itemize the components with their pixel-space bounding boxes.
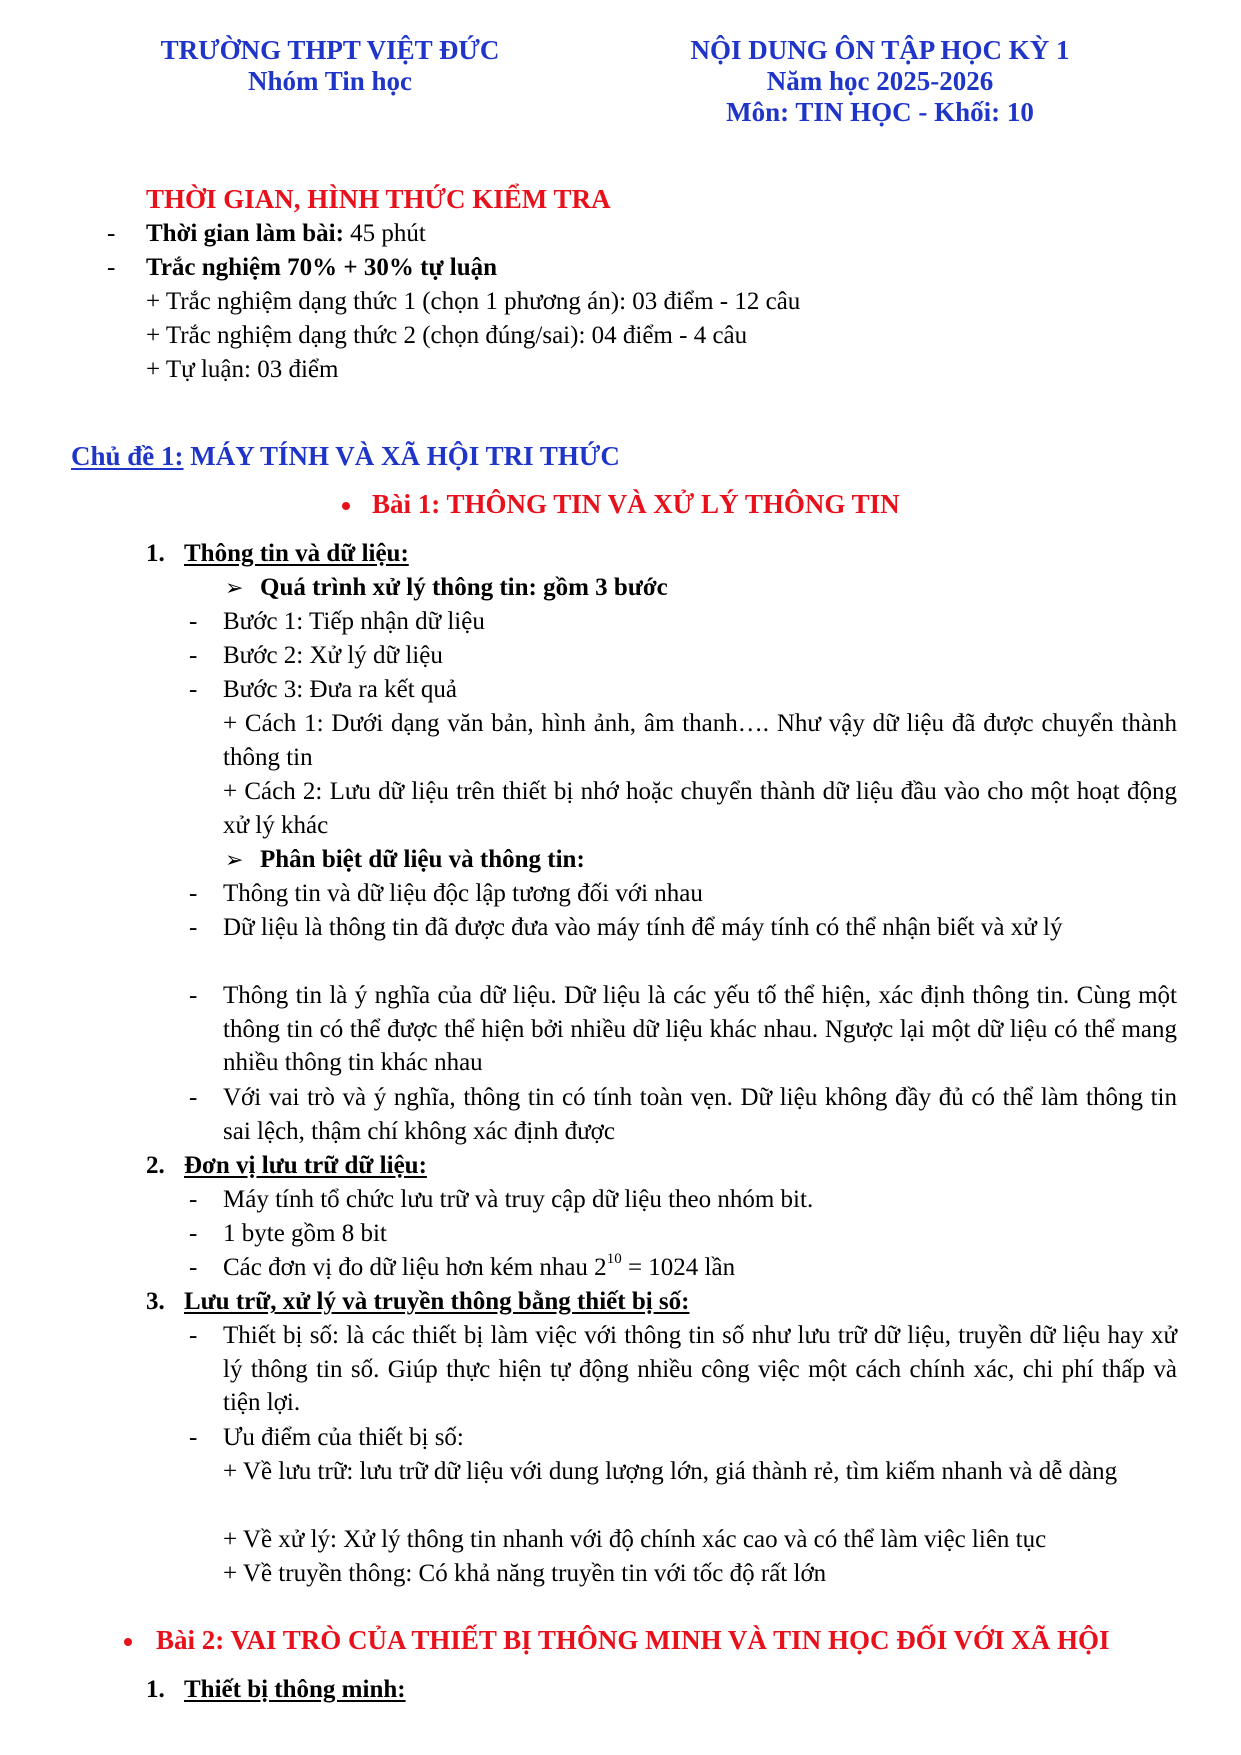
dash-marker: - — [189, 1220, 198, 1247]
units-text: Các đơn vị đo dữ liệu hơn kém nhau 2 — [223, 1254, 607, 1281]
topic-label: Chủ đề 1: — [71, 441, 184, 471]
dash-marker: - — [189, 982, 198, 1009]
topic-title: MÁY TÍNH VÀ XÃ HỘI TRI THỨC — [183, 441, 620, 471]
exam-item: + Tự luận: 03 điểm — [146, 356, 339, 383]
section-number: 1. — [146, 1676, 165, 1703]
storage-units — [223, 1251, 735, 1285]
section-number: 1. — [146, 540, 165, 567]
distinguish-item: Thông tin và dữ liệu độc lập tương đối với nhau — [223, 880, 703, 907]
dash-marker: - — [189, 880, 198, 907]
lesson1-title: Bài 1: THÔNG TIN VÀ XỬ LÝ THÔNG TIN — [372, 489, 900, 519]
dash-marker: - — [189, 914, 198, 941]
exam-time-label: Thời gian làm bài: — [146, 220, 344, 247]
distinguish-item: Dữ liệu là thông tin đã được đưa vào máy tính để máy tính có thể nhận biết và xử lý — [223, 914, 1063, 941]
bullet-dot — [342, 502, 350, 510]
output-way-1: + Cách 1: Dưới dạng văn bản, hình ảnh, âm thanh…. Như vậy dữ liệu đã được chuyển thành thông tin — [223, 710, 1177, 771]
units-value: = 1024 lần — [621, 1254, 736, 1281]
exam-time — [146, 217, 426, 251]
advantage-processing: + Về xử lý: Xử lý thông tin nhanh với độ chính xác cao và có thể làm việc liên tục — [223, 1526, 1047, 1553]
school-year: Năm học 2025-2026 — [766, 66, 994, 96]
subject-grade: Môn: TIN HỌC - Khối: 10 — [726, 97, 1034, 127]
exam-item: + Trắc nghiệm dạng thức 1 (chọn 1 phương án): 03 điểm - 12 câu — [146, 288, 801, 315]
group-name: Nhóm Tin học — [247, 66, 413, 96]
section-title: Lưu trữ, xử lý và truyền thông bằng thiết bị số: — [184, 1288, 690, 1315]
arrow-bullet-icon: ➢ — [225, 576, 244, 601]
process-title: Quá trình xử lý thông tin: gồm 3 bước — [260, 574, 668, 601]
distinguish-title: Phân biệt dữ liệu và thông tin: — [260, 846, 585, 873]
dash-marker: - — [189, 1424, 198, 1451]
storage-item: Máy tính tổ chức lưu trữ và truy cập dữ liệu theo nhóm bit. — [223, 1186, 814, 1213]
dash-marker: - — [189, 1254, 198, 1281]
section-title: Thiết bị thông minh: — [184, 1676, 406, 1703]
storage-item: 1 byte gồm 8 bit — [223, 1220, 387, 1247]
dash-marker: - — [189, 642, 198, 669]
dash-marker: - — [189, 676, 198, 703]
dash-marker: - — [189, 1322, 198, 1349]
topic-heading — [71, 440, 620, 474]
lesson2-title: Bài 2: VAI TRÒ CỦA THIẾT BỊ THÔNG MINH VÀ TIN HỌC ĐỐI VỚI XÃ HỘI — [156, 1625, 1110, 1655]
exam-heading: THỜI GIAN, HÌNH THỨC KIỂM TRA — [146, 184, 611, 214]
exam-time-value: 45 phút — [343, 220, 426, 247]
exam-format: Trắc nghiệm 70% + 30% tự luận — [146, 254, 498, 281]
process-step: Bước 3: Đưa ra kết quả — [223, 676, 457, 703]
advantages-title: Ưu điểm của thiết bị số: — [223, 1424, 464, 1451]
units-exponent: 10 — [606, 1250, 622, 1267]
digital-device-definition: Thiết bị số: là các thiết bị làm việc với thông tin số như lưu trữ dữ liệu, truyền dữ liệu hay xử lý thông tin số. Giúp thực hiện tự động nhiều công việc một cách chính xác, chi phí thấp và tiện lợi. — [223, 1322, 1177, 1416]
dash-marker: - — [189, 1084, 198, 1111]
school-name: TRƯỜNG THPT VIỆT ĐỨC — [160, 35, 500, 65]
bullet-dot — [124, 1638, 132, 1646]
output-way-2: + Cách 2: Lưu dữ liệu trên thiết bị nhớ hoặc chuyển thành dữ liệu đầu vào cho một hoạt động xử lý khác — [223, 778, 1177, 839]
dash-marker: - — [107, 220, 116, 247]
document-title: NỘI DUNG ÔN TẬP HỌC KỲ 1 — [690, 35, 1070, 65]
section-title: Đơn vị lưu trữ dữ liệu: — [184, 1152, 427, 1179]
advantage-storage: + Về lưu trữ: lưu trữ dữ liệu với dung lượng lớn, giá thành rẻ, tìm kiếm nhanh và dễ dàng — [223, 1458, 1118, 1485]
process-step: Bước 2: Xử lý dữ liệu — [223, 642, 443, 669]
process-step: Bước 1: Tiếp nhận dữ liệu — [223, 608, 485, 635]
section-number: 3. — [146, 1288, 165, 1315]
advantage-communication: + Về truyền thông: Có khả năng truyền tin với tốc độ rất lớn — [223, 1560, 827, 1587]
distinguish-item: Thông tin là ý nghĩa của dữ liệu. Dữ liệu là các yếu tố thể hiện, xác định thông tin. Cùng một thông tin có thể được thể hiện bởi nhiều dữ liệu khác nhau. Ngược lại một dữ liệu có thể mang nhiều thông tin khác nhau — [223, 982, 1177, 1076]
arrow-bullet-icon: ➢ — [225, 848, 244, 873]
dash-marker: - — [107, 254, 116, 281]
dash-marker: - — [189, 1186, 198, 1213]
section-title: Thông tin và dữ liệu: — [184, 540, 409, 567]
exam-item: + Trắc nghiệm dạng thức 2 (chọn đúng/sai): 04 điểm - 4 câu — [146, 322, 748, 349]
section-number: 2. — [146, 1152, 165, 1179]
distinguish-item: Với vai trò và ý nghĩa, thông tin có tính toàn vẹn. Dữ liệu không đầy đủ có thể làm thông tin sai lệch, thậm chí không xác định được — [223, 1084, 1177, 1145]
dash-marker: - — [189, 608, 198, 635]
